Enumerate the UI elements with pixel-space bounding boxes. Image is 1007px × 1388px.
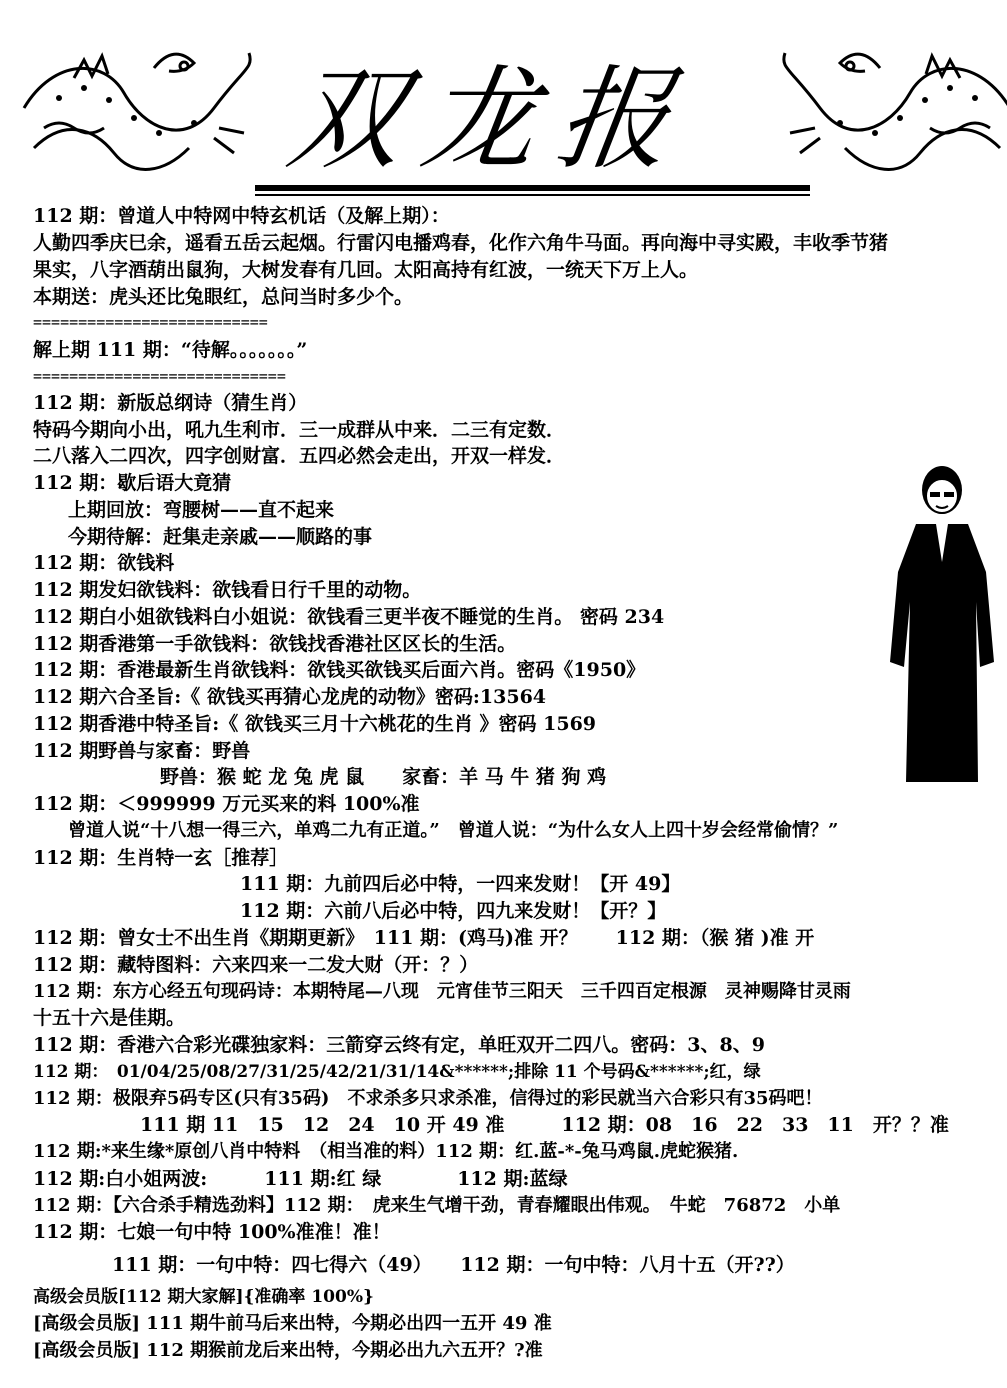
text-line-02: 人勤四季庆巳余，遥看五岳云起烟。行雷闪电播鸡春，化作六角牛马面。再向海中寻实殿，丰收季节猪 [33,232,889,254]
text-line-30: 112 期：东方心经五句现码诗：本期特尾—八现 元宵佳节三阳天 三千四百定根源 灵神赐降甘灵雨 [33,981,851,1002]
text-line-41: 高级会员版[112 期大家解]{准确率 100%} [33,1287,374,1307]
text-line-39: 112 期：七娘一句中特 100%准准！准！ [33,1221,391,1243]
text-line-25: 112 期：生肖特一玄［推荐］ [33,847,289,869]
separator-line-2: ============================ [33,367,286,385]
text-line-18: 112 期：香港最新生肖欲钱料：欲钱买欲钱买后面六肖。密码《1950》 [33,659,646,681]
text-line-27: 112 期：六前八后必中特，四九来发财！【开？】 [240,900,667,922]
text-line-15: 112 期发妇欲钱料：欲钱看日行千里的动物。 [33,579,422,601]
text-line-01: 112 期：曾道人中特网中特玄机话（及解上期）： [33,205,450,227]
text-line-43: [高级会员版] 112 期猴前龙后来出特，今期必出九六五开？?准 [33,1340,543,1361]
masthead-rule-thin [255,194,810,196]
text-line-14: 112 期：欲钱料 [33,552,175,574]
text-line-29: 112 期：藏特图料：六来四来一二发大财（开：？） [33,954,479,976]
text-line-04: 本期送：虎头还比兔眼红，总问当时多少个。 [33,286,414,308]
text-line-40: 111 期：一句中特：四七得六（49） 112 期：一句中特：八月十五（开??） [112,1254,795,1276]
masthead-rule [255,185,810,191]
text-line-28: 112 期：曾女士不出生肖《期期更新》 111 期：(鸡马)准 开？ 112 期：（猴 猪 )准 开 [33,927,815,949]
person-photo [876,462,1002,792]
text-line-23: 112 期：＜999999 万元买来的料 100%准 [33,793,420,815]
text-line-22: 野兽：猴 蛇 龙 兔 虎 鼠 家畜：羊 马 牛 猪 狗 鸡 [160,766,607,788]
text-line-20: 112 期香港中特圣旨:《 欲钱买三月十六桃花的生肖 》密码 1569 [33,713,597,735]
text-line-17: 112 期香港第一手欲钱料：欲钱找香港社区区长的生活。 [33,633,517,655]
text-line-12: 上期回放：弯腰树——直不起来 [68,499,335,521]
text-line-33: 112 期： 01/04/25/08/27/31/25/42/21/31/14&******;排除 11 个号码&******;红，绿 [33,1062,761,1082]
text-line-13: 今期待解：赶集走亲戚——顺路的事 [68,526,373,548]
text-line-38: 112 期：【六合杀手精选劲料】112 期： 虎来生气增干劲，青春耀眼出伟观。 牛蛇 76872 小单 [33,1195,841,1216]
masthead-title: 双龙报 [280,55,702,185]
text-line-08: 112 期：新版总纲诗（猜生肖） [33,392,308,414]
text-line-32: 112 期：香港六合彩光碟独家料：三箭穿云终有定，单旺双开二四八。密码：3、8、9 [33,1034,765,1056]
text-line-06: 解上期 111 期：“待解。。。。。。。” [33,339,308,361]
text-line-42: [高级会员版] 111 期牛前马后来出特，今期必出四一五开 49 准 [33,1313,552,1334]
text-line-37: 112 期:白小姐两波: 111 期:红 绿 112 期:蓝绿 [33,1168,568,1190]
text-line-26: 111 期：九前四后必中特，一四来发财！【开 49】 [240,873,681,895]
text-line-36: 112 期:*来生缘*原创八肖中特料 （相当准的料）112 期：红.蓝-*-兔马鸡鼠.虎蛇猴猪. [33,1141,739,1162]
text-line-35: 111 期 11 15 12 24 10 开 49 准 112 期：08 16 22 33 11 开？？准 [140,1114,949,1136]
text-line-11: 112 期：歇后语大竟猜 [33,472,232,494]
text-line-09: 特码今期向小出，吼九生利市．三一成群从中来．二三有定数． [33,419,566,441]
text-line-24: 曾道人说“十八想一得三六，单鸡二九有正道。” 曾道人说：“为什么女人上四十岁会经常偷情？” [68,820,839,841]
text-line-34: 112 期：极限弃5码专区(只有35码) 不求杀多只求杀准，信得过的彩民就当六合彩只有35码吧！ [33,1088,823,1109]
text-line-10: 二八落入二四次，四字创财富．五四必然会走出，开双一样发． [33,445,566,467]
dragon-illustration-left [14,38,264,178]
text-line-31: 十五十六是佳期。 [33,1007,186,1029]
text-line-19: 112 期六合圣旨:《 欲钱买再猜心龙虎的动物》密码:13564 [33,686,547,708]
text-line-16: 112 期白小姐欲钱料白小姐说：欲钱看三更半夜不睡觉的生肖。 密码 234 [33,606,665,628]
text-line-21: 112 期野兽与家畜：野兽 [33,740,251,762]
text-line-03: 果实，八字酒葫出鼠狗，大树发春有几回。太阳高持有红波，一统天下万上人。 [33,259,699,281]
separator-line-1: ========================== [33,313,268,331]
